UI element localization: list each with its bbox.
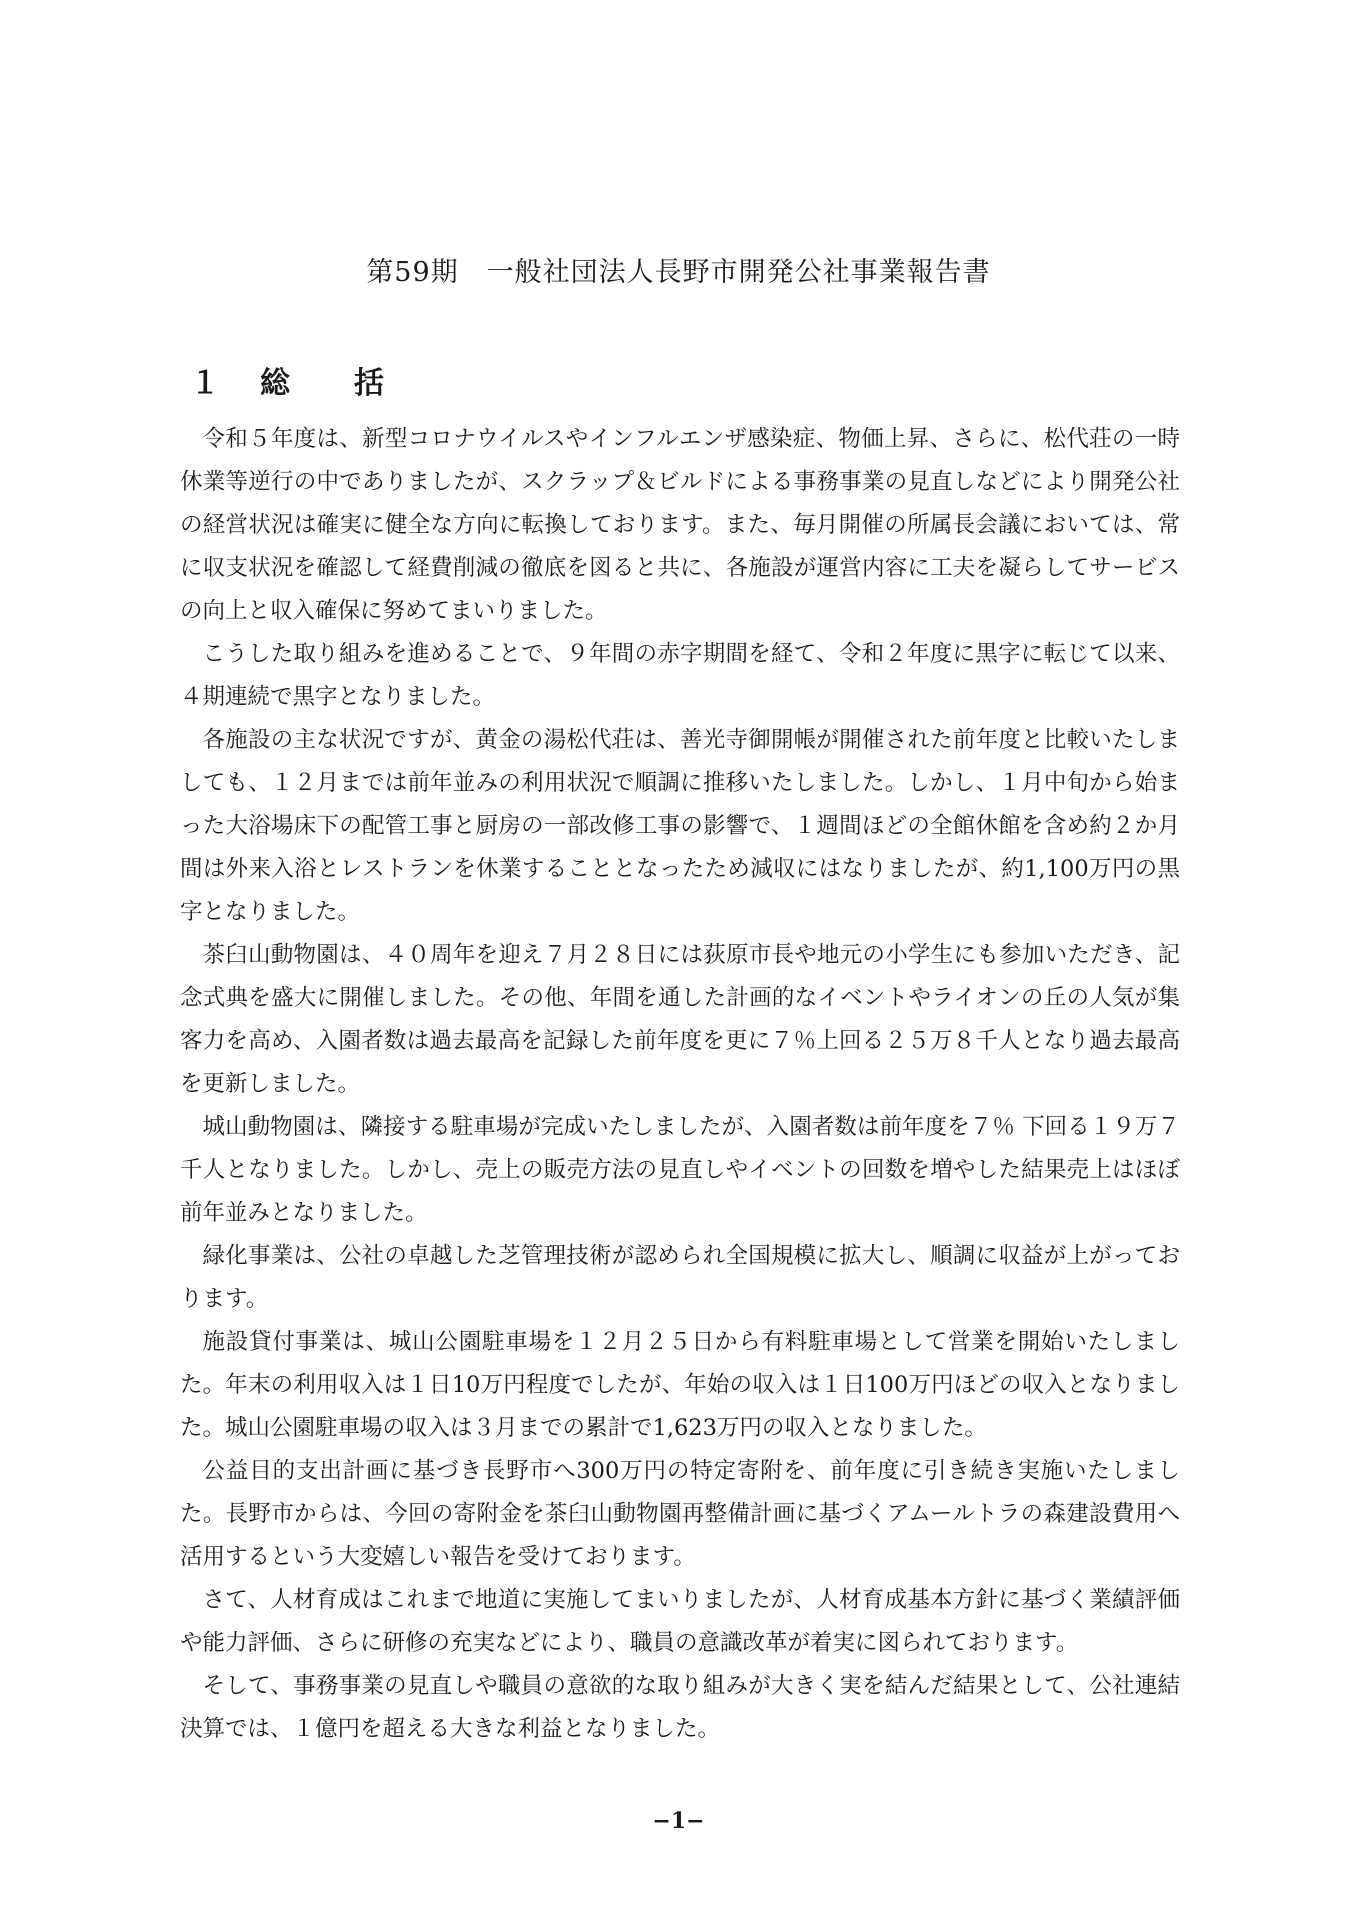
paragraph: そして、事務事業の見直しや職員の意欲的な取り組みが大きく実を結んだ結果として、公社連結決算では、１億円を超える大きな利益となりました。 xyxy=(180,1673,1180,1742)
section-title-char-2: 括 xyxy=(354,366,386,401)
paragraph: 令和５年度は、新型コロナウイルスやインフルエンザ感染症、物価上昇、さらに、松代荘の一時休業等逆行の中でありましたが、スクラップ＆ビルドによる事務事業の見直しなどにより開発公社の経営状況は確実に健全な方向に転換しております。また、毎月開催の所属長会議においては、常に収支状況を確認して経費削減の徹底を図ると共に、各施設が運営内容に工夫を凝らしてサービスの向上と収入確保に努めてまいりました。 xyxy=(180,426,1180,624)
section-title-char-1: 総 xyxy=(260,366,292,401)
paragraph: 公益目的支出計画に基づき長野市へ300万円の特定寄附を、前年度に引き続き実施いたしました。長野市からは、今回の寄附金を茶臼山動物園再整備計画に基づくアムールトラの森建設費用へ活用するという大変嬉しい報告を受けております。 xyxy=(180,1458,1180,1570)
page-number: −1− xyxy=(652,1808,705,1834)
section-number: １ xyxy=(190,366,222,401)
paragraph: 茶臼山動物園は、４０周年を迎え７月２８日には荻原市長や地元の小学生にも参加いただき、記念式典を盛大に開催しました。その他、年間を通した計画的なイベントやライオンの丘の人気が集客力を高め、入園者数は過去最高を記録した前年度を更に７％上回る２５万８千人となり過去最高を更新しました。 xyxy=(180,942,1180,1097)
section-heading xyxy=(190,358,386,402)
paragraph: さて、人材育成はこれまで地道に実施してまいりましたが、人材育成基本方針に基づく業績評価や能力評価、さらに研修の充実などにより、職員の意識改革が着実に図られております。 xyxy=(180,1587,1180,1656)
paragraph: 各施設の主な状況ですが、黄金の湯松代荘は、善光寺御開帳が開催された前年度と比較いたしましても、１２月までは前年並みの利用状況で順調に推移いたしました。しかし、１月中旬から始まった大浴場床下の配管工事と厨房の一部改修工事の影響で、１週間ほどの全館休館を含め約２か月間は外来入浴とレストランを休業することとなったため減収にはなりましたが、約1,100万円の黒字となりました。 xyxy=(180,727,1180,925)
body-text xyxy=(180,418,1180,1751)
paragraph: 緑化事業は、公社の卓越した芝管理技術が認められ全国規模に拡大し、順調に収益が上がっております。 xyxy=(180,1243,1180,1312)
paragraph: 施設貸付事業は、城山公園駐車場を１２月２５日から有料駐車場として営業を開始いたしました。年末の利用収入は１日10万円程度でしたが、年始の収入は１日100万円ほどの収入となりました。城山公園駐車場の収入は３月までの累計で1,623万円の収入となりました。 xyxy=(180,1329,1180,1441)
paragraph: こうした取り組みを進めることで、９年間の赤字期間を経て、令和２年度に黒字に転じて以来、４期連続で黒字となりました。 xyxy=(180,641,1180,710)
paragraph: 城山動物園は、隣接する駐車場が完成いたしましたが、入園者数は前年度を７％ 下回る１９万７千人となりました。しかし、売上の販売方法の見直しやイベントの回数を増やした結果売上はほぼ前年並みとなりました。 xyxy=(180,1114,1180,1226)
document-title: 第59期 一般社団法人長野市開発公社事業報告書 xyxy=(366,257,991,288)
